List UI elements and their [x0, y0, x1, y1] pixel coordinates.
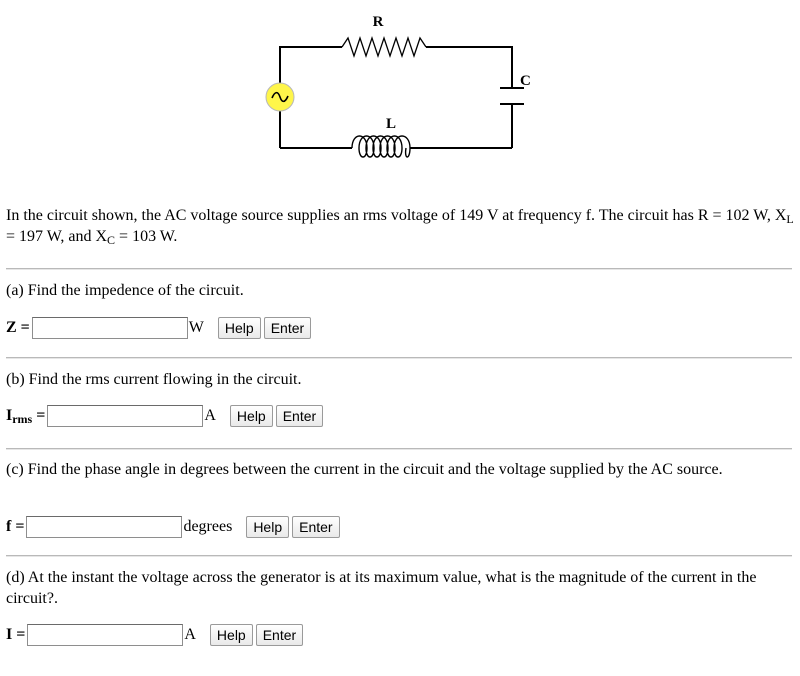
part-b-enter-button[interactable]: Enter: [276, 405, 323, 427]
resistor-label: R: [372, 14, 384, 30]
top-right-wire: [426, 47, 512, 88]
part-a-question: (a) Find the impedence of the circuit.: [6, 282, 244, 299]
part-c-enter-button[interactable]: Enter: [292, 516, 339, 538]
part-b-unit: A: [204, 407, 216, 424]
xl-subscript: L: [786, 212, 794, 226]
part-a-variable: [6, 319, 30, 337]
part-d-answer-row: [6, 623, 306, 647]
part-a-answer-row: [6, 316, 314, 340]
top-left-wire: [280, 47, 342, 85]
var-symbol: f: [6, 518, 12, 535]
part-a-help-button[interactable]: Help: [218, 317, 261, 339]
part-b-answer-input[interactable]: [47, 405, 203, 427]
divider: [6, 268, 792, 270]
problem-statement: [6, 205, 796, 247]
var-symbol: I: [6, 626, 13, 643]
part-b-help-button[interactable]: Help: [230, 405, 273, 427]
part-c-unit: degrees: [183, 518, 233, 535]
part-b-variable: [6, 407, 45, 425]
statement-text-2: = 197 W, and X: [6, 228, 108, 245]
part-b-answer-row: [6, 404, 326, 428]
part-c-question: (c) Find the phase angle in degrees between the current in the circuit and the voltage supplied by the AC source.: [6, 461, 723, 478]
statement-text-1: In the circuit shown, the AC voltage source supplies an rms voltage of 149 V at frequency f. The circuit has R = 102 W, X: [6, 207, 787, 224]
part-c-answer-input[interactable]: [26, 516, 182, 538]
var-subscript: rms: [12, 412, 33, 426]
statement-text-3: = 103 W.: [115, 228, 178, 245]
resistor-symbol: [342, 38, 426, 56]
divider: [6, 448, 792, 450]
part-d-unit: A: [184, 626, 196, 643]
divider: [6, 555, 792, 557]
part-d-question: (d) At the instant the voltage across the generator is at its maximum value, what is the magnitude of the current in the circuit?.: [6, 569, 757, 607]
part-d-enter-button[interactable]: Enter: [256, 624, 303, 646]
part-a-enter-button[interactable]: Enter: [264, 317, 311, 339]
divider: [6, 357, 792, 359]
equals-sign: =: [32, 407, 46, 424]
part-a-unit: W: [188, 319, 204, 336]
capacitor-label: C: [520, 73, 531, 89]
part-a-answer-input[interactable]: [32, 317, 188, 339]
xc-subscript: C: [107, 233, 116, 247]
part-c-variable: [6, 518, 24, 536]
part-c-answer-row: [6, 515, 343, 539]
part-b-question: (b) Find the rms current flowing in the circuit.: [6, 371, 302, 388]
equals-sign: =: [11, 518, 25, 535]
var-symbol: Z: [6, 319, 17, 336]
var-symbol: I: [6, 407, 13, 424]
equals-sign: =: [16, 319, 30, 336]
part-d-variable: [6, 626, 25, 644]
part-d-answer-input[interactable]: [27, 624, 183, 646]
inductor-symbol: [352, 136, 410, 157]
equals-sign: =: [12, 626, 26, 643]
part-c-help-button[interactable]: Help: [246, 516, 289, 538]
part-d-help-button[interactable]: Help: [210, 624, 253, 646]
inductor-label: L: [385, 116, 397, 132]
circuit-diagram: [250, 0, 550, 165]
